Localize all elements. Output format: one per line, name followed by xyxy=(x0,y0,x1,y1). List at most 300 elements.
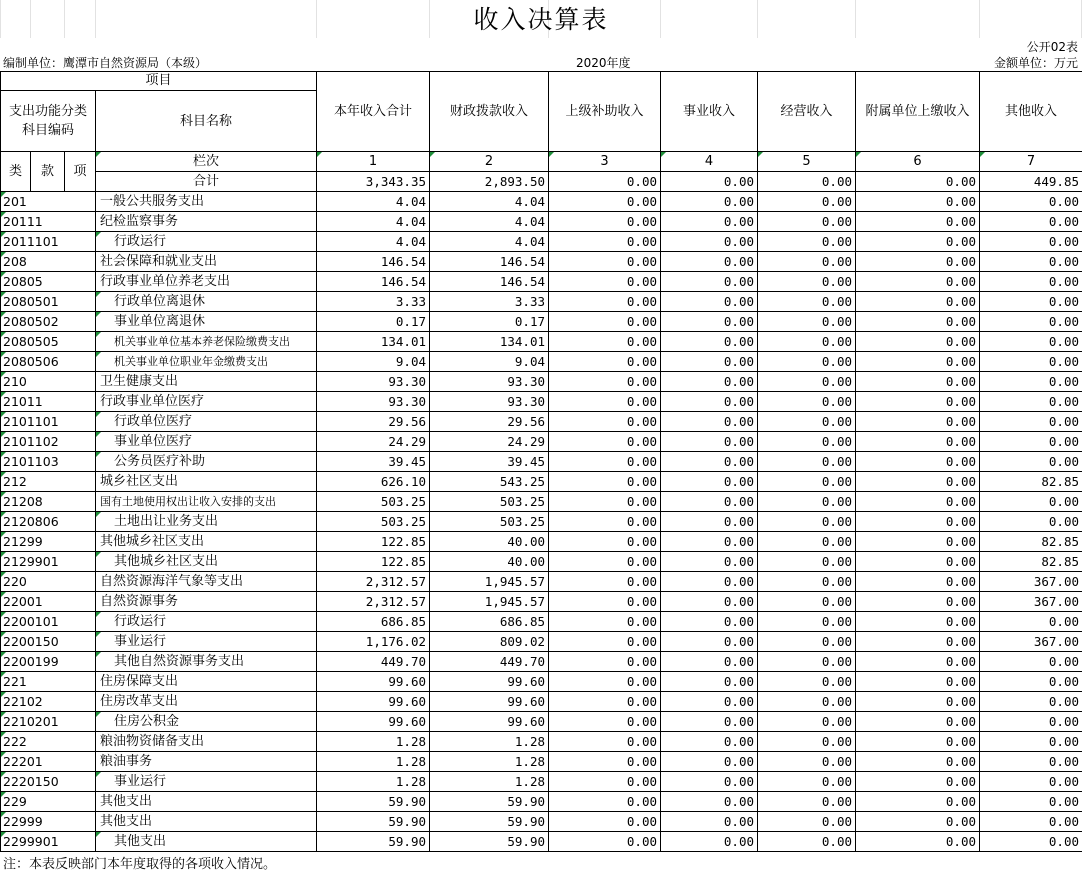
row-value-1: 9.04 xyxy=(317,352,430,372)
row-value-5: 0.00 xyxy=(758,752,856,772)
row-value-2: 4.04 xyxy=(430,192,549,212)
row-value-5: 0.00 xyxy=(758,372,856,392)
row-code: 2200199 xyxy=(1,652,96,672)
row-value-4: 0.00 xyxy=(661,252,758,272)
row-value-2: 503.25 xyxy=(430,512,549,532)
name-header: 科目名称 xyxy=(96,91,317,152)
row-value-3: 0.00 xyxy=(549,432,661,452)
row-value-2: 503.25 xyxy=(430,492,549,512)
row-name: 其他支出 xyxy=(96,832,317,852)
row-value-6: 0.00 xyxy=(856,352,980,372)
row-value-7: 0.00 xyxy=(980,772,1082,792)
row-value-5: 0.00 xyxy=(758,492,856,512)
row-code: 21011 xyxy=(1,392,96,412)
row-value-4: 0.00 xyxy=(661,392,758,412)
row-code: 2129901 xyxy=(1,552,96,572)
row-value-3: 0.00 xyxy=(549,592,661,612)
row-name: 其他自然资源事务支出 xyxy=(96,652,317,672)
row-name: 行政事业单位医疗 xyxy=(96,392,317,412)
row-value-5: 0.00 xyxy=(758,392,856,412)
row-value-1: 2,312.57 xyxy=(317,572,430,592)
row-value-6: 0.00 xyxy=(856,292,980,312)
table-row xyxy=(1,432,1082,452)
row-value-6: 0.00 xyxy=(856,652,980,672)
row-value-3: 0.00 xyxy=(549,332,661,352)
table-row xyxy=(1,192,1082,212)
row-value-4: 0.00 xyxy=(661,352,758,372)
row-value-5: 0.00 xyxy=(758,512,856,532)
row-value-7: 0.00 xyxy=(980,652,1082,672)
row-value-3: 0.00 xyxy=(549,272,661,292)
row-value-5: 0.00 xyxy=(758,412,856,432)
row-value-7: 0.00 xyxy=(980,752,1082,772)
row-name: 行政单位医疗 xyxy=(96,412,317,432)
row-value-7: 0.00 xyxy=(980,812,1082,832)
table-row xyxy=(1,252,1082,272)
row-code: 20805 xyxy=(1,272,96,292)
page-title: 收入决算表 xyxy=(473,5,609,34)
row-value-5: 0.00 xyxy=(758,252,856,272)
row-code: 2101101 xyxy=(1,412,96,432)
row-value-7: 367.00 xyxy=(980,592,1082,612)
row-value-3: 0.00 xyxy=(549,812,661,832)
col-num-2: 2 xyxy=(430,152,549,172)
row-code: 2011101 xyxy=(1,232,96,252)
row-value-5: 0.00 xyxy=(758,472,856,492)
fiscal-year: 2020年度 xyxy=(576,56,631,70)
row-value-3: 0.00 xyxy=(549,252,661,272)
lanci-header: 栏次 xyxy=(96,152,317,172)
row-value-6: 0.00 xyxy=(856,512,980,532)
row-code: 2080506 xyxy=(1,352,96,372)
row-value-4: 0.00 xyxy=(661,832,758,852)
row-code: 2120806 xyxy=(1,512,96,532)
row-value-1: 503.25 xyxy=(317,492,430,512)
row-value-1: 4.04 xyxy=(317,192,430,212)
row-name: 公务员医疗补助 xyxy=(96,452,317,472)
row-value-4: 0.00 xyxy=(661,712,758,732)
row-value-4: 0.00 xyxy=(661,552,758,572)
row-name: 行政运行 xyxy=(96,612,317,632)
row-value-6: 0.00 xyxy=(856,312,980,332)
row-value-1: 626.10 xyxy=(317,472,430,492)
row-value-7: 0.00 xyxy=(980,612,1082,632)
row-value-1: 134.01 xyxy=(317,332,430,352)
row-value-4: 0.00 xyxy=(661,492,758,512)
row-value-3: 0.00 xyxy=(549,412,661,432)
table-row xyxy=(1,332,1082,352)
row-value-1: 449.70 xyxy=(317,652,430,672)
row-name: 其他城乡社区支出 xyxy=(96,552,317,572)
row-value-2: 24.29 xyxy=(430,432,549,452)
col-header-5: 经营收入 xyxy=(758,72,856,152)
row-value-2: 59.90 xyxy=(430,792,549,812)
row-value-4: 0.00 xyxy=(661,692,758,712)
row-value-6: 0.00 xyxy=(856,752,980,772)
row-value-5: 0.00 xyxy=(758,672,856,692)
row-value-4: 0.00 xyxy=(661,232,758,252)
row-value-5: 0.00 xyxy=(758,612,856,632)
row-name: 纪检监察事务 xyxy=(96,212,317,232)
row-value-7: 0.00 xyxy=(980,452,1082,472)
row-code: 201 xyxy=(1,192,96,212)
row-code: 212 xyxy=(1,472,96,492)
table-row xyxy=(1,712,1082,732)
row-value-3: 0.00 xyxy=(549,452,661,472)
row-value-2: 4.04 xyxy=(430,232,549,252)
row-value-3: 0.00 xyxy=(549,752,661,772)
row-value-5: 0.00 xyxy=(758,272,856,292)
table-row xyxy=(1,212,1082,232)
row-value-7: 82.85 xyxy=(980,472,1082,492)
row-value-1: 59.90 xyxy=(317,812,430,832)
row-value-7: 0.00 xyxy=(980,792,1082,812)
table-row xyxy=(1,232,1082,252)
table-row xyxy=(1,292,1082,312)
row-code: 208 xyxy=(1,252,96,272)
row-code: 22001 xyxy=(1,592,96,612)
row-code: 22201 xyxy=(1,752,96,772)
table-row xyxy=(1,532,1082,552)
row-value-4: 0.00 xyxy=(661,532,758,552)
row-value-5: 0.00 xyxy=(758,532,856,552)
row-value-1: 59.90 xyxy=(317,792,430,812)
row-value-6: 0.00 xyxy=(856,452,980,472)
row-value-4: 0.00 xyxy=(661,452,758,472)
row-value-1: 122.85 xyxy=(317,532,430,552)
row-value-5: 0.00 xyxy=(758,812,856,832)
kuan-header: 款 xyxy=(31,152,65,192)
row-value-6: 0.00 xyxy=(856,212,980,232)
col-header-6: 附属单位上缴收入 xyxy=(856,72,980,152)
total-label: 合计 xyxy=(96,172,317,192)
table-row xyxy=(1,272,1082,292)
row-value-1: 99.60 xyxy=(317,672,430,692)
table-row xyxy=(1,412,1082,432)
row-value-2: 3.33 xyxy=(430,292,549,312)
row-value-4: 0.00 xyxy=(661,572,758,592)
table-row xyxy=(1,632,1082,652)
total-value-6: 0.00 xyxy=(856,172,980,192)
row-value-2: 1,945.57 xyxy=(430,572,549,592)
row-value-2: 449.70 xyxy=(430,652,549,672)
row-value-5: 0.00 xyxy=(758,552,856,572)
header-row-item xyxy=(1,72,1082,91)
row-value-1: 1,176.02 xyxy=(317,632,430,652)
row-value-6: 0.00 xyxy=(856,192,980,212)
row-value-4: 0.00 xyxy=(661,192,758,212)
col-num-5: 5 xyxy=(758,152,856,172)
row-value-7: 0.00 xyxy=(980,712,1082,732)
row-code: 221 xyxy=(1,672,96,692)
table-row xyxy=(1,832,1082,852)
row-value-2: 1.28 xyxy=(430,732,549,752)
total-value-5: 0.00 xyxy=(758,172,856,192)
row-value-3: 0.00 xyxy=(549,292,661,312)
row-value-3: 0.00 xyxy=(549,212,661,232)
row-name: 机关事业单位基本养老保险缴费支出 xyxy=(96,332,317,352)
row-code: 2200101 xyxy=(1,612,96,632)
row-name: 事业单位离退休 xyxy=(96,312,317,332)
row-value-2: 146.54 xyxy=(430,272,549,292)
row-value-6: 0.00 xyxy=(856,492,980,512)
row-value-7: 0.00 xyxy=(980,372,1082,392)
table-row xyxy=(1,512,1082,532)
row-value-1: 93.30 xyxy=(317,372,430,392)
row-value-7: 0.00 xyxy=(980,252,1082,272)
row-value-3: 0.00 xyxy=(549,832,661,852)
row-value-6: 0.00 xyxy=(856,272,980,292)
row-value-1: 3.33 xyxy=(317,292,430,312)
table-row xyxy=(1,612,1082,632)
row-value-5: 0.00 xyxy=(758,432,856,452)
col-num-7: 7 xyxy=(980,152,1082,172)
row-value-6: 0.00 xyxy=(856,412,980,432)
row-value-1: 4.04 xyxy=(317,212,430,232)
row-value-3: 0.00 xyxy=(549,612,661,632)
row-value-7: 0.00 xyxy=(980,292,1082,312)
row-value-4: 0.00 xyxy=(661,432,758,452)
row-value-1: 146.54 xyxy=(317,272,430,292)
row-name: 事业运行 xyxy=(96,632,317,652)
table-row xyxy=(1,492,1082,512)
col-num-1: 1 xyxy=(317,152,430,172)
row-value-6: 0.00 xyxy=(856,372,980,392)
row-value-4: 0.00 xyxy=(661,332,758,352)
row-value-2: 29.56 xyxy=(430,412,549,432)
form-number: 公开02表 xyxy=(1026,40,1078,54)
row-value-3: 0.00 xyxy=(549,472,661,492)
xiang-header: 项 xyxy=(65,152,96,192)
row-name: 机关事业单位职业年金缴费支出 xyxy=(96,352,317,372)
row-value-3: 0.00 xyxy=(549,652,661,672)
row-name: 住房公积金 xyxy=(96,712,317,732)
row-name: 行政运行 xyxy=(96,232,317,252)
row-value-1: 39.45 xyxy=(317,452,430,472)
row-value-6: 0.00 xyxy=(856,432,980,452)
row-code: 2101103 xyxy=(1,452,96,472)
row-value-2: 809.02 xyxy=(430,632,549,652)
row-value-2: 146.54 xyxy=(430,252,549,272)
row-value-5: 0.00 xyxy=(758,792,856,812)
row-value-6: 0.00 xyxy=(856,392,980,412)
row-value-5: 0.00 xyxy=(758,772,856,792)
row-name: 粮油事务 xyxy=(96,752,317,772)
row-name: 事业单位医疗 xyxy=(96,432,317,452)
row-value-6: 0.00 xyxy=(856,472,980,492)
row-value-2: 134.01 xyxy=(430,332,549,352)
row-name: 社会保障和就业支出 xyxy=(96,252,317,272)
row-code: 20111 xyxy=(1,212,96,232)
table-row xyxy=(1,352,1082,372)
total-value-2: 2,893.50 xyxy=(430,172,549,192)
row-value-3: 0.00 xyxy=(549,312,661,332)
income-table xyxy=(0,71,1082,852)
row-value-4: 0.00 xyxy=(661,732,758,752)
row-value-2: 686.85 xyxy=(430,612,549,632)
row-value-5: 0.00 xyxy=(758,232,856,252)
row-value-4: 0.00 xyxy=(661,592,758,612)
row-value-4: 0.00 xyxy=(661,632,758,652)
row-value-7: 0.00 xyxy=(980,732,1082,752)
row-value-7: 0.00 xyxy=(980,232,1082,252)
row-value-4: 0.00 xyxy=(661,372,758,392)
row-value-2: 99.60 xyxy=(430,692,549,712)
row-value-2: 59.90 xyxy=(430,832,549,852)
row-value-5: 0.00 xyxy=(758,212,856,232)
total-value-3: 0.00 xyxy=(549,172,661,192)
row-value-4: 0.00 xyxy=(661,752,758,772)
row-value-1: 99.60 xyxy=(317,692,430,712)
table-note: 注：本表反映部门本年度取得的各项收入情况。 xyxy=(3,857,277,872)
row-value-2: 4.04 xyxy=(430,212,549,232)
row-code: 2080502 xyxy=(1,312,96,332)
row-value-1: 122.85 xyxy=(317,552,430,572)
row-value-3: 0.00 xyxy=(549,572,661,592)
row-code: 2299901 xyxy=(1,832,96,852)
row-value-1: 29.56 xyxy=(317,412,430,432)
table-row xyxy=(1,372,1082,392)
row-code: 22102 xyxy=(1,692,96,712)
row-value-3: 0.00 xyxy=(549,492,661,512)
row-value-3: 0.00 xyxy=(549,232,661,252)
row-value-6: 0.00 xyxy=(856,792,980,812)
row-value-2: 93.30 xyxy=(430,392,549,412)
row-value-7: 82.85 xyxy=(980,552,1082,572)
row-value-1: 686.85 xyxy=(317,612,430,632)
row-value-4: 0.00 xyxy=(661,412,758,432)
col-header-2: 财政拨款收入 xyxy=(430,72,549,152)
row-value-4: 0.00 xyxy=(661,792,758,812)
row-value-6: 0.00 xyxy=(856,772,980,792)
row-value-4: 0.00 xyxy=(661,212,758,232)
row-code: 2101102 xyxy=(1,432,96,452)
row-value-3: 0.00 xyxy=(549,732,661,752)
row-value-7: 367.00 xyxy=(980,572,1082,592)
table-row xyxy=(1,392,1082,412)
row-value-2: 59.90 xyxy=(430,812,549,832)
row-name: 城乡社区支出 xyxy=(96,472,317,492)
row-value-4: 0.00 xyxy=(661,472,758,492)
row-value-2: 0.17 xyxy=(430,312,549,332)
row-value-3: 0.00 xyxy=(549,552,661,572)
col-header-4: 事业收入 xyxy=(661,72,758,152)
total-value-7: 449.85 xyxy=(980,172,1082,192)
table-row xyxy=(1,312,1082,332)
row-name: 卫生健康支出 xyxy=(96,372,317,392)
row-code: 21208 xyxy=(1,492,96,512)
row-value-3: 0.00 xyxy=(549,692,661,712)
row-value-6: 0.00 xyxy=(856,812,980,832)
row-value-5: 0.00 xyxy=(758,692,856,712)
row-value-1: 24.29 xyxy=(317,432,430,452)
col-num-6: 6 xyxy=(856,152,980,172)
row-value-6: 0.00 xyxy=(856,692,980,712)
row-value-1: 1.28 xyxy=(317,732,430,752)
row-value-7: 0.00 xyxy=(980,512,1082,532)
table-row xyxy=(1,752,1082,772)
row-value-6: 0.00 xyxy=(856,232,980,252)
row-value-2: 9.04 xyxy=(430,352,549,372)
row-code: 2200150 xyxy=(1,632,96,652)
row-value-4: 0.00 xyxy=(661,612,758,632)
col-num-3: 3 xyxy=(549,152,661,172)
row-code: 222 xyxy=(1,732,96,752)
total-row xyxy=(1,172,1082,192)
row-name: 粮油物资储备支出 xyxy=(96,732,317,752)
row-value-5: 0.00 xyxy=(758,712,856,732)
row-value-3: 0.00 xyxy=(549,352,661,372)
row-value-4: 0.00 xyxy=(661,512,758,532)
row-value-7: 0.00 xyxy=(980,212,1082,232)
table-row xyxy=(1,672,1082,692)
table-row xyxy=(1,812,1082,832)
row-value-7: 0.00 xyxy=(980,832,1082,852)
row-code: 2220150 xyxy=(1,772,96,792)
row-value-6: 0.00 xyxy=(856,712,980,732)
row-value-7: 0.00 xyxy=(980,352,1082,372)
row-value-7: 0.00 xyxy=(980,392,1082,412)
row-value-1: 2,312.57 xyxy=(317,592,430,612)
table-row xyxy=(1,772,1082,792)
table-row xyxy=(1,472,1082,492)
row-value-2: 93.30 xyxy=(430,372,549,392)
row-code: 2080501 xyxy=(1,292,96,312)
row-value-2: 1.28 xyxy=(430,772,549,792)
row-value-7: 0.00 xyxy=(980,192,1082,212)
row-value-4: 0.00 xyxy=(661,672,758,692)
row-value-7: 0.00 xyxy=(980,672,1082,692)
row-name: 自然资源海洋气象等支出 xyxy=(96,572,317,592)
row-name: 其他城乡社区支出 xyxy=(96,532,317,552)
row-value-3: 0.00 xyxy=(549,712,661,732)
code-header: 支出功能分类科目编码 xyxy=(1,91,96,152)
row-value-2: 99.60 xyxy=(430,672,549,692)
table-row xyxy=(1,692,1082,712)
row-name: 行政单位离退休 xyxy=(96,292,317,312)
header-row-lanci xyxy=(1,152,1082,172)
amount-unit: 金额单位：万元 xyxy=(993,56,1078,70)
table-row xyxy=(1,592,1082,612)
row-name: 国有土地使用权出让收入安排的支出 xyxy=(96,492,317,512)
row-name: 行政事业单位养老支出 xyxy=(96,272,317,292)
row-value-3: 0.00 xyxy=(549,772,661,792)
row-value-7: 0.00 xyxy=(980,272,1082,292)
table-row xyxy=(1,452,1082,472)
row-name: 事业运行 xyxy=(96,772,317,792)
row-value-1: 99.60 xyxy=(317,712,430,732)
row-name: 住房保障支出 xyxy=(96,672,317,692)
row-value-5: 0.00 xyxy=(758,332,856,352)
row-value-5: 0.00 xyxy=(758,732,856,752)
row-value-5: 0.00 xyxy=(758,652,856,672)
row-value-6: 0.00 xyxy=(856,572,980,592)
row-value-7: 0.00 xyxy=(980,692,1082,712)
row-name: 住房改革支出 xyxy=(96,692,317,712)
row-code: 2080505 xyxy=(1,332,96,352)
row-value-3: 0.00 xyxy=(549,792,661,812)
row-value-2: 39.45 xyxy=(430,452,549,472)
table-row xyxy=(1,732,1082,752)
row-code: 210 xyxy=(1,372,96,392)
row-value-6: 0.00 xyxy=(856,612,980,632)
row-value-2: 543.25 xyxy=(430,472,549,492)
row-name: 一般公共服务支出 xyxy=(96,192,317,212)
row-value-4: 0.00 xyxy=(661,772,758,792)
row-value-2: 1.28 xyxy=(430,752,549,772)
row-value-2: 40.00 xyxy=(430,552,549,572)
row-code: 22999 xyxy=(1,812,96,832)
